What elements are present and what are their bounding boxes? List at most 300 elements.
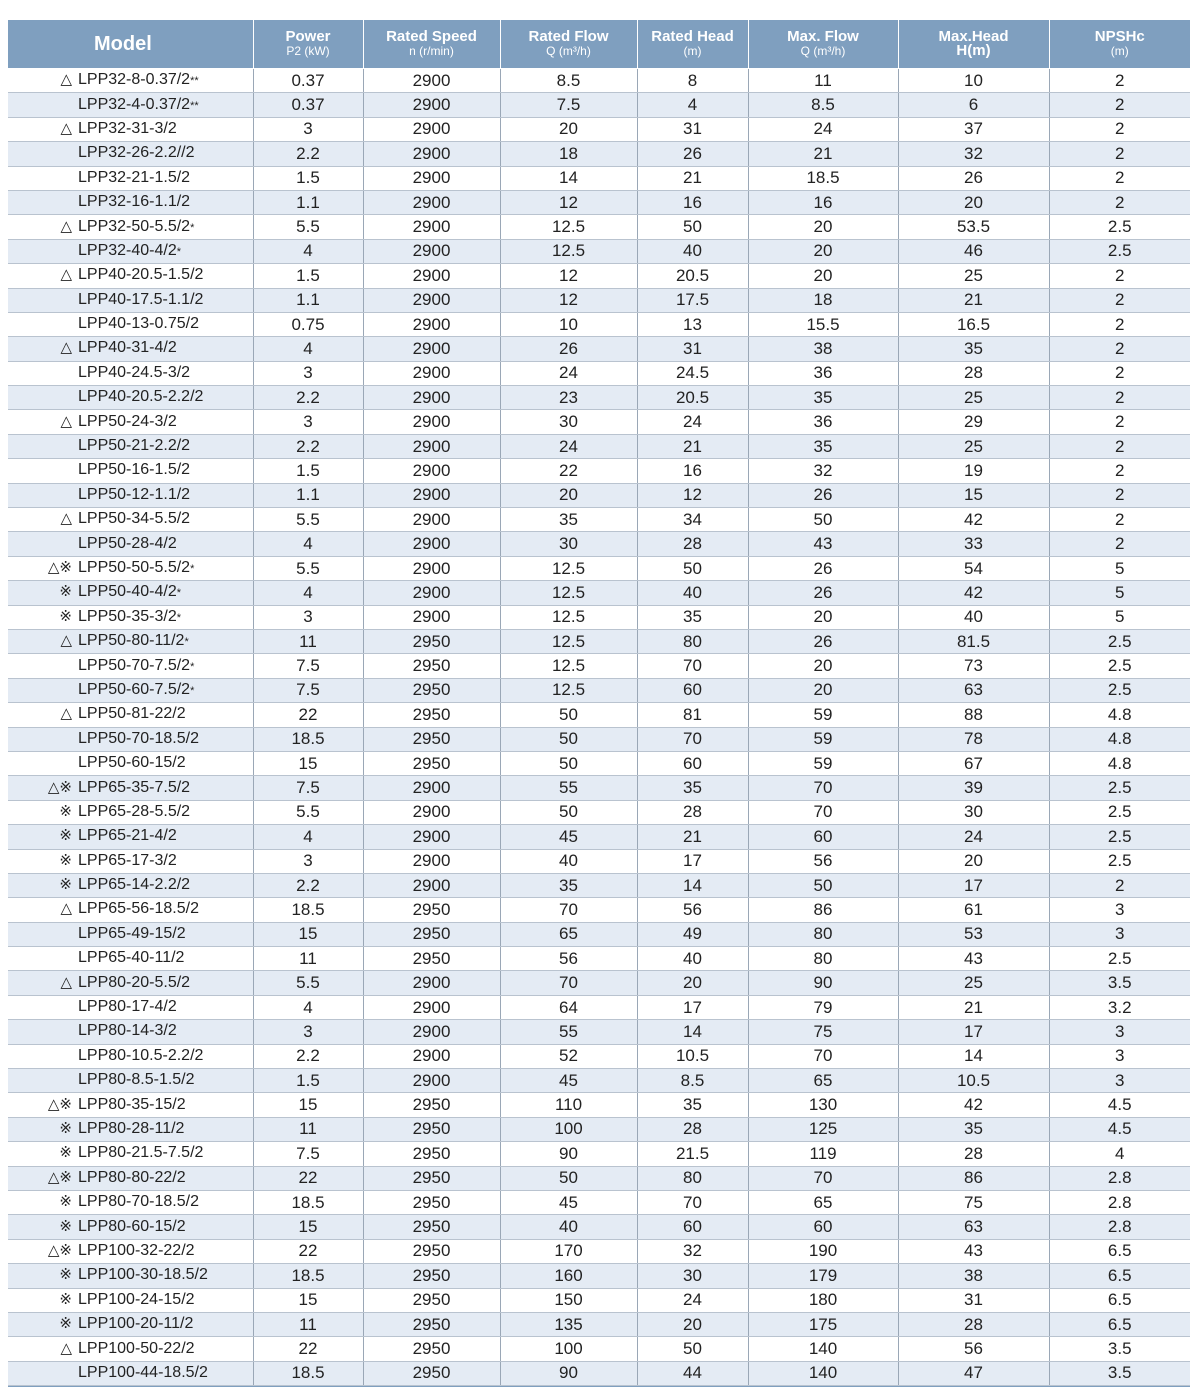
- cell-flow: 65: [500, 922, 637, 946]
- table-row: [8, 605, 1190, 629]
- cell-max-head: 54: [898, 556, 1049, 580]
- table-row: [8, 1117, 1190, 1141]
- cell-max-flow: 70: [748, 1166, 898, 1190]
- table-row: [8, 703, 1190, 727]
- header-rated-head-title: Rated Head: [651, 28, 734, 45]
- model-code: LPP80-28-11/2: [78, 1119, 185, 1137]
- cell-model: [8, 288, 253, 312]
- model-name: [72, 801, 190, 824]
- model-mark: △: [60, 412, 72, 430]
- cell-speed: 2950: [363, 751, 500, 775]
- table-row: [8, 751, 1190, 775]
- cell-flow: 12: [500, 288, 637, 312]
- model-name: [72, 459, 190, 482]
- model-name: [72, 118, 177, 141]
- model-name: [72, 898, 199, 921]
- cell-max-head: 42: [898, 581, 1049, 605]
- cell-npsh: 2: [1049, 190, 1190, 214]
- cell-max-head: 53.5: [898, 215, 1049, 239]
- model-name: [72, 191, 190, 214]
- cell-max-head: 25: [898, 386, 1049, 410]
- header-rated-speed: [363, 20, 500, 69]
- cell-model: [8, 654, 253, 678]
- model-mark: ※: [59, 583, 72, 601]
- cell-max-head: 20: [898, 190, 1049, 214]
- cell-power: 1.5: [253, 1069, 363, 1093]
- cell-flow: 35: [500, 508, 637, 532]
- cell-speed: 2900: [363, 849, 500, 873]
- model-code: LPP32-26-2.2//2: [78, 144, 195, 162]
- cell-flow: 26: [500, 337, 637, 361]
- model-code: LPP32-21-1.5/2: [78, 168, 191, 186]
- cell-head: 8: [637, 69, 748, 93]
- model-code: LPP80-60-15/2: [78, 1217, 186, 1235]
- table-row: [8, 483, 1190, 507]
- table-row: [8, 629, 1190, 653]
- cell-speed: 2950: [363, 1312, 500, 1336]
- header-npshc: [1049, 20, 1190, 69]
- table-row: [8, 117, 1190, 141]
- cell-power: 18.5: [253, 898, 363, 922]
- cell-power: 2.2: [253, 142, 363, 166]
- cell-flow: 14: [500, 166, 637, 190]
- cell-power: 2.2: [253, 386, 363, 410]
- cell-max-head: 43: [898, 947, 1049, 971]
- cell-model: [8, 849, 253, 873]
- cell-model: [8, 1142, 253, 1166]
- cell-model: [8, 605, 253, 629]
- cell-power: 4: [253, 239, 363, 263]
- cell-max-head: 24: [898, 825, 1049, 849]
- model-code: LPP80-21.5-7.5/2: [78, 1144, 204, 1162]
- cell-speed: 2950: [363, 1288, 500, 1312]
- model-name: [72, 1045, 203, 1068]
- cell-speed: 2950: [363, 922, 500, 946]
- cell-power: 22: [253, 1239, 363, 1263]
- header-rated-flow: [500, 20, 637, 69]
- cell-head: 20.5: [637, 386, 748, 410]
- cell-npsh: 3.5: [1049, 1337, 1190, 1361]
- cell-max-head: 21: [898, 995, 1049, 1019]
- table-row: [8, 1337, 1190, 1361]
- cell-power: 1.1: [253, 190, 363, 214]
- table-row: [8, 825, 1190, 849]
- model-name: [72, 142, 195, 165]
- cell-max-flow: 15.5: [748, 312, 898, 336]
- cell-flow: 52: [500, 1044, 637, 1068]
- cell-npsh: 6.5: [1049, 1312, 1190, 1336]
- cell-power: 2.2: [253, 434, 363, 458]
- cell-speed: 2950: [363, 1166, 500, 1190]
- cell-head: 50: [637, 1337, 748, 1361]
- cell-speed: 2900: [363, 264, 500, 288]
- cell-npsh: 2: [1049, 483, 1190, 507]
- cell-head: 17: [637, 849, 748, 873]
- cell-max-head: 19: [898, 459, 1049, 483]
- cell-speed: 2950: [363, 1190, 500, 1214]
- cell-speed: 2950: [363, 654, 500, 678]
- cell-head: 31: [637, 117, 748, 141]
- cell-head: 20: [637, 1312, 748, 1336]
- model-name: [72, 850, 177, 873]
- cell-power: 5.5: [253, 800, 363, 824]
- cell-model: [8, 1239, 253, 1263]
- cell-power: 22: [253, 1337, 363, 1361]
- cell-max-flow: 119: [748, 1142, 898, 1166]
- cell-max-flow: 79: [748, 995, 898, 1019]
- model-mark: ※: [59, 1144, 72, 1162]
- cell-max-head: 25: [898, 264, 1049, 288]
- cell-speed: 2950: [363, 1361, 500, 1385]
- cell-head: 24.5: [637, 361, 748, 385]
- cell-speed: 2900: [363, 1069, 500, 1093]
- cell-speed: 2900: [363, 215, 500, 239]
- model-mark: ※: [59, 1217, 72, 1235]
- model-name: [72, 362, 190, 385]
- cell-max-flow: 38: [748, 337, 898, 361]
- cell-npsh: 2: [1049, 166, 1190, 190]
- table-body: [8, 69, 1190, 1386]
- cell-speed: 2900: [363, 776, 500, 800]
- cell-head: 14: [637, 1020, 748, 1044]
- model-code: LPP32-8-0.37/2: [78, 71, 191, 89]
- cell-power: 18.5: [253, 1264, 363, 1288]
- cell-speed: 2950: [363, 1142, 500, 1166]
- cell-npsh: 5: [1049, 605, 1190, 629]
- cell-flow: 45: [500, 825, 637, 849]
- cell-model: [8, 434, 253, 458]
- cell-speed: 2900: [363, 873, 500, 897]
- cell-npsh: 2: [1049, 434, 1190, 458]
- cell-max-flow: 32: [748, 459, 898, 483]
- cell-flow: 30: [500, 410, 637, 434]
- cell-speed: 2950: [363, 947, 500, 971]
- cell-max-flow: 59: [748, 727, 898, 751]
- cell-model: [8, 312, 253, 336]
- cell-model: [8, 629, 253, 653]
- cell-npsh: 2.5: [1049, 825, 1190, 849]
- cell-max-head: 10.5: [898, 1069, 1049, 1093]
- cell-head: 40: [637, 581, 748, 605]
- cell-flow: 100: [500, 1337, 637, 1361]
- table-row: [8, 971, 1190, 995]
- model-name: [72, 825, 177, 848]
- cell-speed: 2900: [363, 361, 500, 385]
- table-row: [8, 532, 1190, 556]
- cell-npsh: 2: [1049, 410, 1190, 434]
- cell-max-head: 78: [898, 727, 1049, 751]
- cell-max-flow: 80: [748, 947, 898, 971]
- cell-max-flow: 190: [748, 1239, 898, 1263]
- cell-max-head: 40: [898, 605, 1049, 629]
- cell-flow: 12: [500, 190, 637, 214]
- cell-max-flow: 86: [748, 898, 898, 922]
- cell-flow: 18: [500, 142, 637, 166]
- cell-npsh: 3: [1049, 922, 1190, 946]
- cell-max-head: 53: [898, 922, 1049, 946]
- model-name: [72, 972, 190, 995]
- cell-head: 21: [637, 166, 748, 190]
- cell-power: 7.5: [253, 678, 363, 702]
- cell-speed: 2900: [363, 995, 500, 1019]
- cell-npsh: 2.5: [1049, 629, 1190, 653]
- model-code: LPP40-13-0.75/2: [78, 315, 199, 333]
- model-code: LPP80-8.5-1.5/2: [78, 1071, 195, 1089]
- model-code: LPP100-32-22/2: [78, 1241, 195, 1259]
- model-code: LPP65-17-3/2: [78, 851, 177, 869]
- model-mark: ※: [59, 1290, 72, 1308]
- cell-max-flow: 130: [748, 1093, 898, 1117]
- cell-power: 18.5: [253, 1361, 363, 1385]
- header-rated-head: [637, 20, 748, 69]
- cell-head: 50: [637, 556, 748, 580]
- table-row: [8, 239, 1190, 263]
- cell-speed: 2950: [363, 629, 500, 653]
- cell-flow: 8.5: [500, 69, 637, 93]
- cell-npsh: 2.8: [1049, 1190, 1190, 1214]
- cell-max-head: 32: [898, 142, 1049, 166]
- table-row: [8, 142, 1190, 166]
- cell-max-flow: 26: [748, 581, 898, 605]
- cell-model: [8, 337, 253, 361]
- cell-flow: 12.5: [500, 629, 637, 653]
- cell-flow: 40: [500, 849, 637, 873]
- cell-max-flow: 65: [748, 1190, 898, 1214]
- cell-power: 18.5: [253, 727, 363, 751]
- model-name: [72, 1118, 184, 1141]
- cell-power: 0.37: [253, 93, 363, 117]
- model-suffix: *: [176, 587, 182, 600]
- model-suffix: *: [190, 221, 195, 234]
- model-suffix: *: [184, 636, 189, 649]
- cell-max-flow: 21: [748, 142, 898, 166]
- model-name: [72, 240, 181, 263]
- cell-power: 11: [253, 629, 363, 653]
- cell-model: [8, 459, 253, 483]
- model-name: [72, 1069, 195, 1092]
- cell-model: [8, 1361, 253, 1385]
- model-name: [72, 996, 177, 1019]
- cell-model: [8, 1069, 253, 1093]
- cell-max-flow: 8.5: [748, 93, 898, 117]
- cell-max-flow: 43: [748, 532, 898, 556]
- cell-flow: 23: [500, 386, 637, 410]
- model-mark: △※: [47, 1168, 72, 1186]
- model-code: LPP100-44-18.5/2: [78, 1363, 208, 1381]
- cell-npsh: 4.8: [1049, 751, 1190, 775]
- cell-head: 60: [637, 678, 748, 702]
- cell-head: 35: [637, 1093, 748, 1117]
- cell-max-flow: 80: [748, 922, 898, 946]
- model-mark: ※: [59, 827, 72, 845]
- cell-max-head: 47: [898, 1361, 1049, 1385]
- table-row: [8, 947, 1190, 971]
- model-mark: △: [60, 973, 72, 991]
- cell-model: [8, 1264, 253, 1288]
- table-row: [8, 1312, 1190, 1336]
- cell-flow: 55: [500, 776, 637, 800]
- cell-speed: 2900: [363, 556, 500, 580]
- cell-max-head: 28: [898, 361, 1049, 385]
- cell-max-flow: 20: [748, 605, 898, 629]
- cell-speed: 2900: [363, 459, 500, 483]
- cell-head: 70: [637, 727, 748, 751]
- model-name: [72, 581, 181, 604]
- cell-flow: 12.5: [500, 239, 637, 263]
- table-row: [8, 434, 1190, 458]
- header-rated-speed-unit: n (r/min): [409, 44, 454, 58]
- model-name: [72, 386, 203, 409]
- cell-head: 24: [637, 410, 748, 434]
- cell-npsh: 3: [1049, 898, 1190, 922]
- cell-flow: 40: [500, 1215, 637, 1239]
- cell-power: 15: [253, 922, 363, 946]
- cell-flow: 50: [500, 703, 637, 727]
- cell-speed: 2900: [363, 1044, 500, 1068]
- table-row: [8, 215, 1190, 239]
- cell-power: 7.5: [253, 776, 363, 800]
- cell-head: 31: [637, 337, 748, 361]
- cell-max-head: 67: [898, 751, 1049, 775]
- cell-head: 40: [637, 239, 748, 263]
- cell-npsh: 2.5: [1049, 947, 1190, 971]
- model-name: [72, 655, 194, 678]
- cell-power: 1.5: [253, 264, 363, 288]
- cell-flow: 12: [500, 264, 637, 288]
- cell-npsh: 4: [1049, 1142, 1190, 1166]
- model-name: [72, 1289, 195, 1312]
- model-code: LPP65-49-15/2: [78, 924, 186, 942]
- model-code: LPP65-21-4/2: [78, 827, 177, 845]
- cell-flow: 20: [500, 117, 637, 141]
- cell-max-flow: 35: [748, 386, 898, 410]
- cell-max-head: 42: [898, 508, 1049, 532]
- cell-speed: 2900: [363, 142, 500, 166]
- model-code: LPP32-16-1.1/2: [78, 193, 191, 211]
- table-row: [8, 1190, 1190, 1214]
- cell-npsh: 2: [1049, 288, 1190, 312]
- cell-flow: 24: [500, 361, 637, 385]
- model-mark: △: [60, 510, 72, 528]
- model-code: LPP65-35-7.5/2: [78, 778, 191, 796]
- model-name: [72, 947, 184, 970]
- cell-power: 15: [253, 1215, 363, 1239]
- model-name: [72, 411, 177, 434]
- model-code: LPP50-60-15/2: [78, 754, 186, 772]
- model-mark: △: [60, 1339, 72, 1357]
- cell-power: 11: [253, 1117, 363, 1141]
- cell-model: [8, 386, 253, 410]
- cell-max-head: 35: [898, 337, 1049, 361]
- cell-max-flow: 59: [748, 703, 898, 727]
- cell-max-head: 61: [898, 898, 1049, 922]
- cell-speed: 2950: [363, 1117, 500, 1141]
- cell-speed: 2900: [363, 1020, 500, 1044]
- table-row: [8, 800, 1190, 824]
- cell-model: [8, 678, 253, 702]
- cell-head: 21: [637, 825, 748, 849]
- model-mark: △: [60, 119, 72, 137]
- model-code: LPP65-56-18.5/2: [78, 900, 199, 918]
- cell-flow: 12.5: [500, 605, 637, 629]
- cell-speed: 2900: [363, 166, 500, 190]
- cell-max-head: 37: [898, 117, 1049, 141]
- cell-head: 40: [637, 947, 748, 971]
- model-name: [72, 1142, 203, 1165]
- cell-power: 11: [253, 1312, 363, 1336]
- cell-power: 11: [253, 947, 363, 971]
- table-row: [8, 1166, 1190, 1190]
- model-mark: △: [60, 705, 72, 723]
- model-mark: △※: [47, 559, 72, 576]
- cell-npsh: 4.8: [1049, 703, 1190, 727]
- cell-speed: 2900: [363, 117, 500, 141]
- cell-max-flow: 75: [748, 1020, 898, 1044]
- cell-power: 22: [253, 1166, 363, 1190]
- model-mark: ※: [59, 851, 72, 869]
- table-row: [8, 873, 1190, 897]
- model-mark: ※: [59, 1315, 72, 1333]
- cell-speed: 2900: [363, 825, 500, 849]
- cell-max-head: 6: [898, 93, 1049, 117]
- model-name: [72, 1240, 195, 1263]
- cell-model: [8, 1190, 253, 1214]
- cell-max-flow: 60: [748, 1215, 898, 1239]
- table-row: [8, 1361, 1190, 1385]
- cell-flow: 50: [500, 727, 637, 751]
- model-code: LPP40-24.5-3/2: [78, 363, 191, 381]
- table-row: [8, 898, 1190, 922]
- cell-max-flow: 20: [748, 264, 898, 288]
- model-name: [72, 728, 199, 751]
- model-mark: △※: [47, 1095, 72, 1113]
- cell-power: 4: [253, 995, 363, 1019]
- table-row: [8, 508, 1190, 532]
- model-name: [72, 557, 194, 580]
- cell-flow: 24: [500, 434, 637, 458]
- cell-flow: 170: [500, 1239, 637, 1263]
- cell-speed: 2900: [363, 386, 500, 410]
- cell-power: 5.5: [253, 215, 363, 239]
- cell-max-head: 63: [898, 678, 1049, 702]
- cell-model: [8, 1166, 253, 1190]
- cell-max-head: 43: [898, 1239, 1049, 1263]
- cell-speed: 2900: [363, 410, 500, 434]
- model-mark: △: [60, 217, 72, 235]
- table-row: [8, 849, 1190, 873]
- cell-power: 3: [253, 1020, 363, 1044]
- cell-npsh: 2.5: [1049, 654, 1190, 678]
- model-code: LPP32-50-5.5/2: [78, 217, 191, 235]
- cell-speed: 2900: [363, 312, 500, 336]
- cell-speed: 2900: [363, 581, 500, 605]
- header-npshc-title: NPSHc: [1094, 28, 1145, 45]
- table-row: [8, 1215, 1190, 1239]
- cell-head: 20.5: [637, 264, 748, 288]
- cell-power: 5.5: [253, 556, 363, 580]
- cell-model: [8, 947, 253, 971]
- cell-max-head: 88: [898, 703, 1049, 727]
- model-code: LPP50-40-4/2: [78, 583, 177, 601]
- cell-max-flow: 175: [748, 1312, 898, 1336]
- cell-npsh: 2.8: [1049, 1215, 1190, 1239]
- cell-power: 1.5: [253, 459, 363, 483]
- cell-max-head: 73: [898, 654, 1049, 678]
- model-mark: △: [60, 632, 72, 650]
- cell-npsh: 2.5: [1049, 678, 1190, 702]
- cell-max-flow: 26: [748, 556, 898, 580]
- table-row: [8, 776, 1190, 800]
